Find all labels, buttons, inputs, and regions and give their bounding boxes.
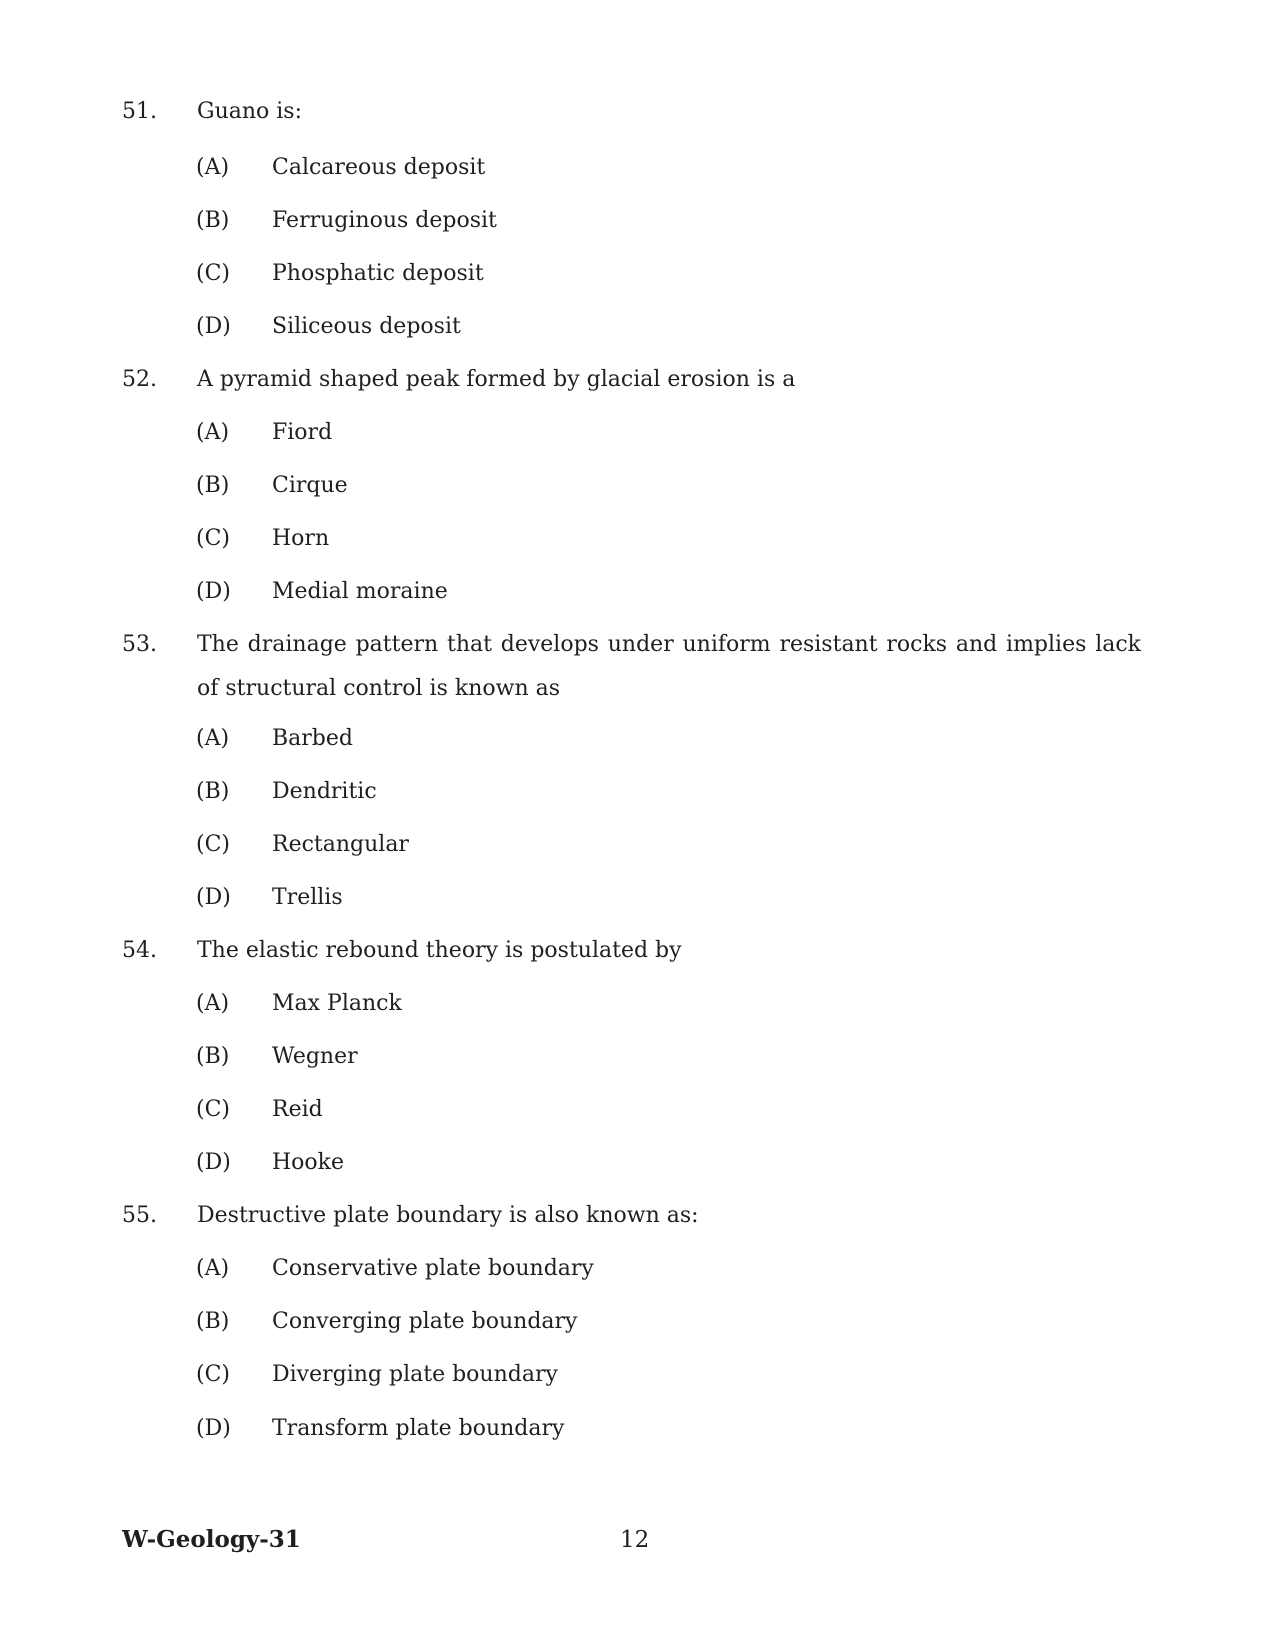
option-c: [0, 1095, 1275, 1125]
option-text: Wegner: [272, 1044, 358, 1069]
option-d: [0, 883, 1275, 913]
option-text: Hooke: [272, 1150, 345, 1175]
option-text: Barbed: [272, 726, 353, 751]
question-text: Guano is:: [197, 99, 303, 124]
option-d: [0, 1414, 1275, 1444]
option-text: Medial moraine: [272, 579, 448, 604]
option-b: [0, 1307, 1275, 1337]
option-a: [0, 989, 1275, 1019]
option-label: (C): [196, 832, 230, 857]
option-c: [0, 830, 1275, 860]
question-55: [0, 1201, 1275, 1231]
option-b: [0, 1042, 1275, 1072]
option-label: (A): [196, 420, 230, 445]
option-d: [0, 312, 1275, 342]
option-text: Max Planck: [272, 991, 402, 1016]
option-a: [0, 724, 1275, 754]
option-label: (D): [196, 1416, 231, 1441]
option-label: (C): [196, 1097, 230, 1122]
option-label: (A): [196, 155, 230, 180]
option-text: Conservative plate boundary: [272, 1256, 594, 1281]
option-text: Fiord: [272, 420, 333, 445]
option-label: (C): [196, 526, 230, 551]
option-c: [0, 524, 1275, 554]
option-b: [0, 777, 1275, 807]
option-label: (C): [196, 261, 230, 286]
option-c: [0, 1360, 1275, 1390]
question-text: The elastic rebound theory is postulated by: [197, 938, 682, 963]
option-text: Trellis: [272, 885, 343, 910]
option-label: (A): [196, 991, 230, 1016]
option-b: [0, 471, 1275, 501]
option-text: Horn: [272, 526, 330, 551]
option-label: (B): [196, 473, 230, 498]
option-text: Transform plate boundary: [272, 1416, 565, 1441]
question-number: 54.: [122, 938, 157, 963]
question-number: 53.: [122, 632, 157, 657]
option-d: [0, 577, 1275, 607]
question-54: [0, 936, 1275, 966]
option-label: (D): [196, 885, 231, 910]
option-text: Calcareous deposit: [272, 155, 486, 180]
question-number: 51.: [122, 99, 157, 124]
option-label: (B): [196, 1309, 230, 1334]
option-label: (C): [196, 1362, 230, 1387]
option-text: Rectangular: [272, 832, 409, 857]
footer-page-number: 12: [620, 1527, 650, 1553]
question-text: A pyramid shaped peak formed by glacial erosion is a: [197, 367, 796, 392]
question-text: Destructive plate boundary is also known as:: [197, 1203, 699, 1228]
option-a: [0, 418, 1275, 448]
footer-paper-code: W-Geology-31: [122, 1526, 301, 1553]
option-label: (D): [196, 314, 231, 339]
question-number: 55.: [122, 1203, 157, 1228]
question-51: [0, 97, 1275, 127]
option-a: [0, 153, 1275, 183]
question-text: The drainage pattern that develops under uniform resistant rocks and implies lack of structural control is known as: [197, 632, 1141, 701]
option-c: [0, 259, 1275, 289]
option-text: Phosphatic deposit: [272, 261, 484, 286]
option-label: (D): [196, 1150, 231, 1175]
option-label: (B): [196, 1044, 230, 1069]
option-d: [0, 1148, 1275, 1178]
question-53: [0, 630, 1275, 701]
option-text: Siliceous deposit: [272, 314, 461, 339]
option-text: Diverging plate boundary: [272, 1362, 558, 1387]
option-text: Reid: [272, 1097, 323, 1122]
option-label: (D): [196, 579, 231, 604]
option-text: Cirque: [272, 473, 348, 498]
option-text: Ferruginous deposit: [272, 208, 497, 233]
option-label: (B): [196, 779, 230, 804]
question-52: [0, 365, 1275, 395]
option-label: (A): [196, 1256, 230, 1281]
option-text: Converging plate boundary: [272, 1309, 578, 1334]
option-label: (B): [196, 208, 230, 233]
option-b: [0, 206, 1275, 236]
option-a: [0, 1254, 1275, 1284]
question-number: 52.: [122, 367, 157, 392]
option-text: Dendritic: [272, 779, 377, 804]
option-label: (A): [196, 726, 230, 751]
